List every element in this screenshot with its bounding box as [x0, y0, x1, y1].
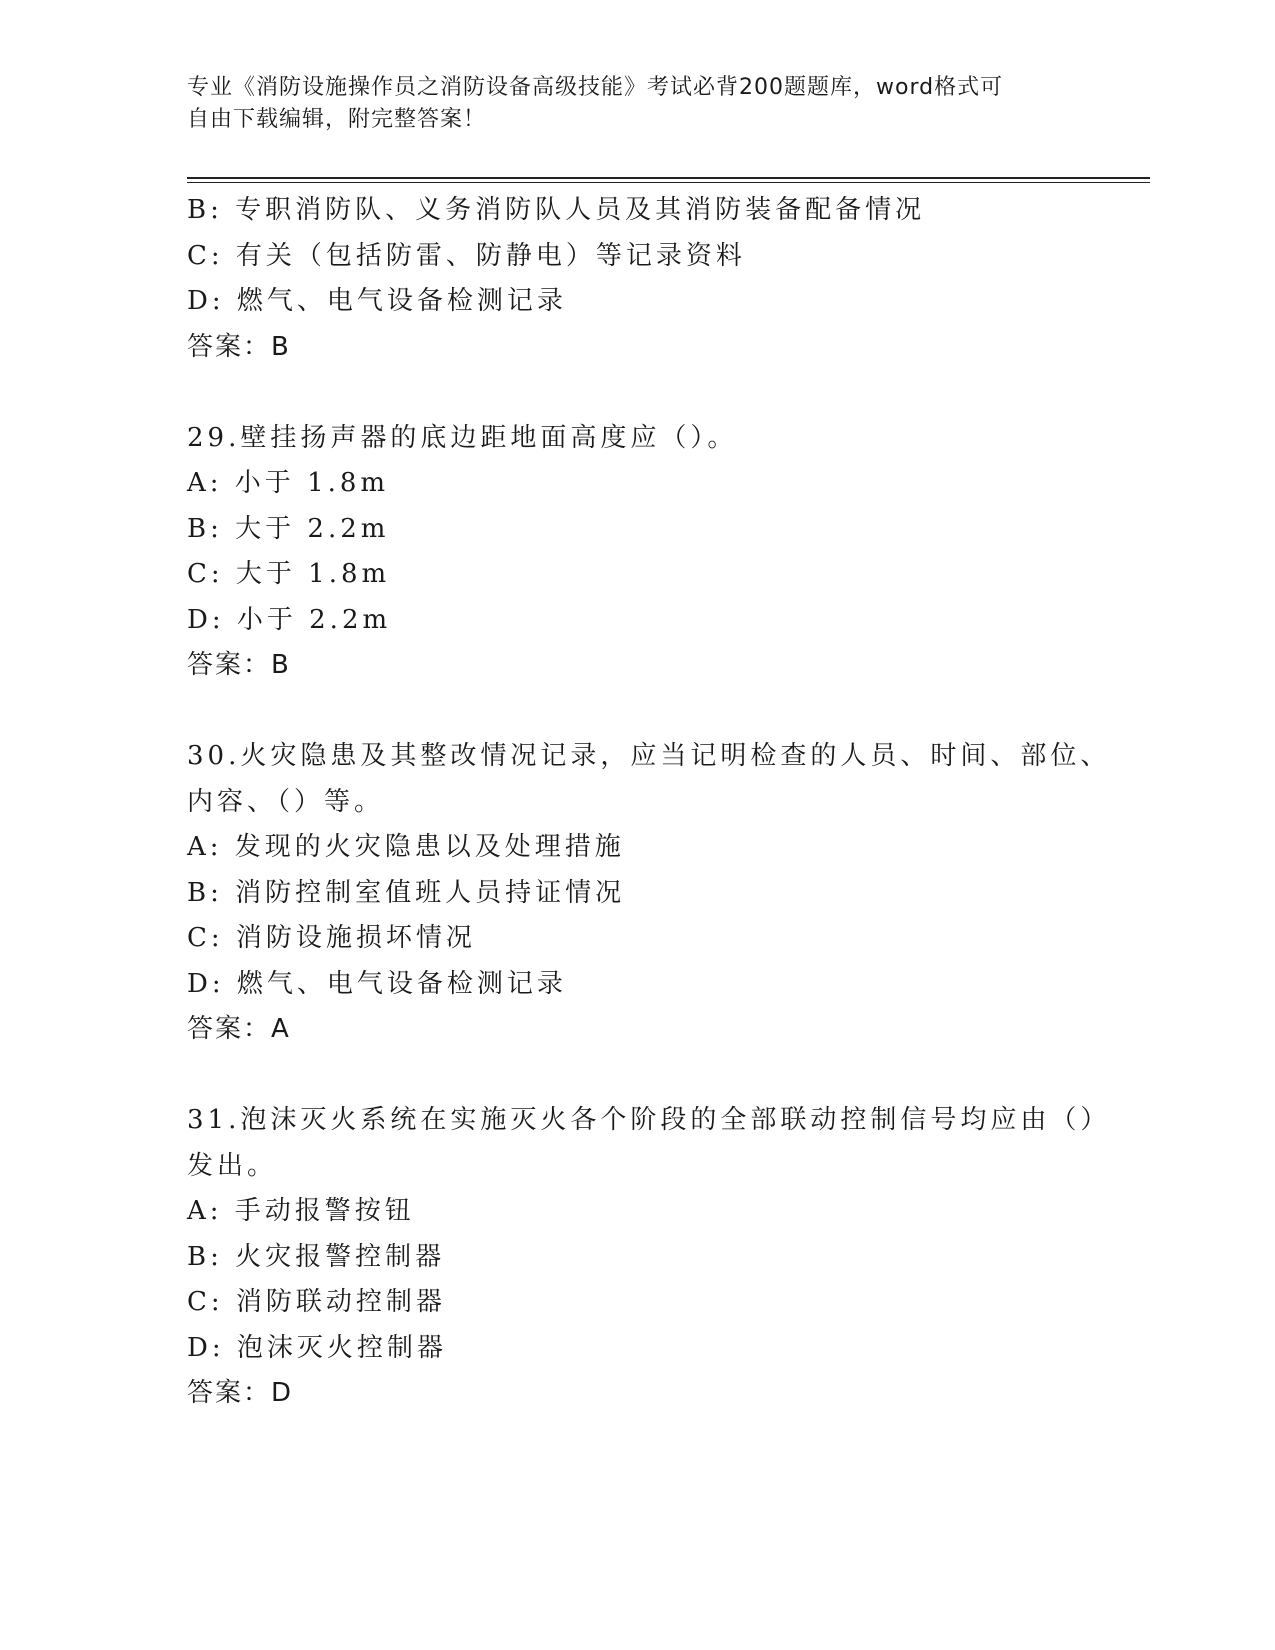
question-stem-line-1: 30.火灾隐患及其整改情况记录，应当记明检查的人员、时间、部位、: [187, 741, 1111, 771]
option-c: C: 有关（包括防雷、防静电）等记录资料: [187, 240, 746, 271]
option-c: C: 大于 1.8m: [187, 559, 391, 589]
option-c: C: 消防设施损坏情况: [187, 923, 476, 953]
question-30: [187, 734, 1111, 1053]
option-a: A: 发现的火灾隐患以及处理措施: [187, 832, 625, 862]
question-stem-line-2: 发出。: [187, 1150, 278, 1181]
option-d: D: 燃气、电气设备检测记录: [187, 968, 567, 999]
answer-line: 答案：A: [187, 1014, 291, 1044]
header-title-line-2: 自由下载编辑，附完整答案！: [187, 107, 487, 132]
option-a: A: 小于 1.8m: [187, 468, 390, 498]
option-d: D: 泡沫灭火控制器: [187, 1332, 447, 1363]
question-29: [187, 416, 1087, 689]
option-a: A: 手动报警按钮: [187, 1196, 415, 1226]
spacer: [187, 370, 1087, 416]
option-b: B: 大于 2.2m: [187, 513, 390, 544]
answer-line: 答案：D: [187, 1378, 294, 1408]
header-divider-thick: [187, 177, 1150, 179]
header-title-line-1: 专业《消防设施操作员之消防设备高级技能》考试必背200题题库，word格式可: [187, 75, 1004, 100]
question-stem-line-1: 31.泡沫灭火系统在实施灭火各个阶段的全部联动控制信号均应由（）: [187, 1105, 1111, 1135]
spacer: [187, 1053, 1087, 1099]
option-b: B: 火灾报警控制器: [187, 1241, 446, 1272]
option-c: C: 消防联动控制器: [187, 1287, 446, 1317]
question-28-tail: [187, 188, 1087, 370]
option-d: D: 燃气、电气设备检测记录: [187, 286, 567, 316]
question-stem-line-2: 内容、（）等。: [187, 786, 385, 817]
spacer: [187, 689, 1087, 735]
answer-line: 答案：B: [187, 650, 291, 680]
question-31: [187, 1098, 1111, 1417]
question-stem: 29.壁挂扬声器的底边距地面高度应（）。: [187, 422, 738, 453]
answer-line: 答案：B: [187, 331, 291, 362]
question-list: [187, 188, 1111, 1417]
option-d: D: 小于 2.2m: [187, 604, 392, 635]
option-b: B: 消防控制室值班人员持证情况: [187, 877, 626, 908]
header-divider-thin: [187, 182, 1150, 183]
option-b: B: 专职消防队、义务消防队人员及其消防装备配备情况: [187, 195, 926, 225]
document-header: [187, 72, 1067, 136]
